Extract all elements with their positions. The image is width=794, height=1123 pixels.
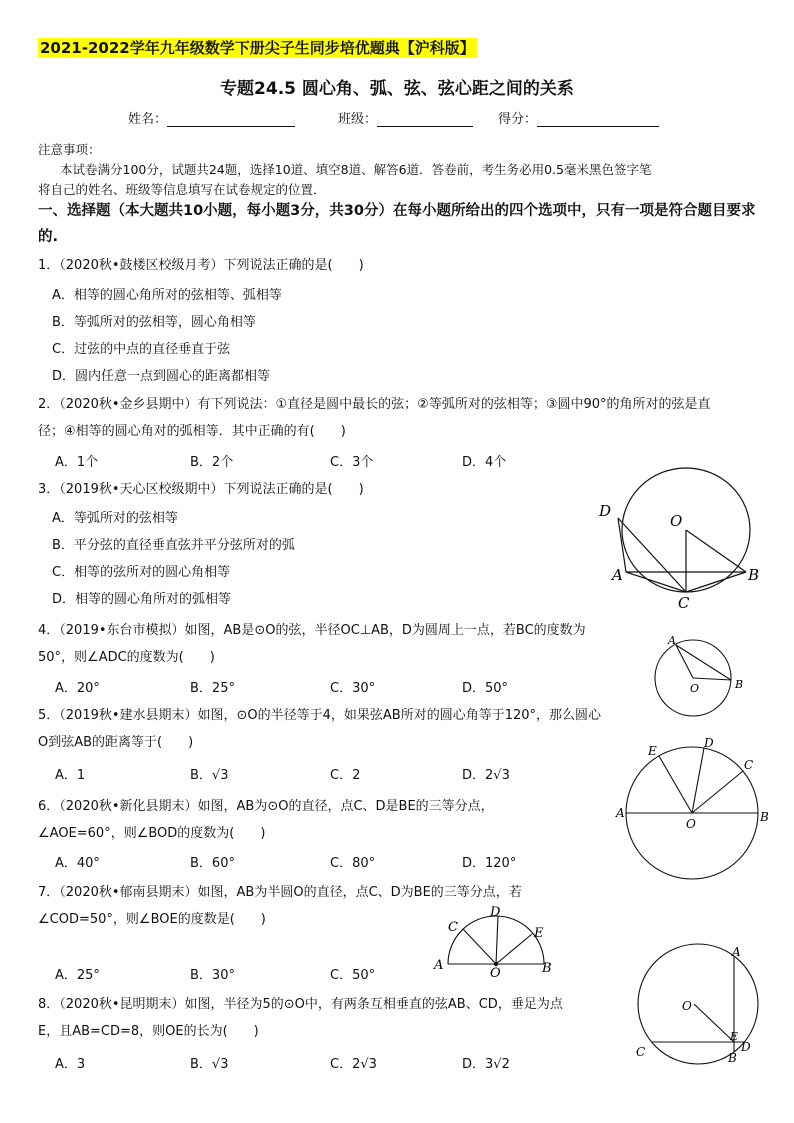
q5-option-d[interactable]: D．2√3 bbox=[462, 768, 510, 783]
figure-q3 bbox=[596, 460, 766, 620]
name-blank[interactable] bbox=[167, 112, 295, 127]
fig6-label-d: D bbox=[704, 736, 714, 750]
fig7-segment-od bbox=[496, 916, 498, 964]
question-2-stem-2: 径；④相等的圆心角对的弧相等．其中正确的有( ) bbox=[38, 424, 346, 439]
score-blank[interactable] bbox=[537, 112, 659, 127]
score-label: 得分： bbox=[498, 112, 538, 127]
q1-option-c[interactable]: C．过弦的中点的直径垂直于弦 bbox=[52, 342, 231, 357]
name-label: 姓名： bbox=[128, 112, 168, 127]
score-field bbox=[498, 108, 659, 127]
q6-option-d[interactable]: D．120° bbox=[462, 856, 517, 871]
section-heading-1: 一、选择题（本大题共10小题，每小题3分，共30分）在每小题所给出的四个选项中，只有一项是符合题目要求 bbox=[38, 203, 756, 219]
q2-option-c[interactable]: C．3个 bbox=[330, 455, 374, 470]
notes-line-1: 本试卷满分100分，试题共24题，选择10道、填空8道、解答6道．答卷前，考生务必用0.5毫米黑色签字笔 bbox=[60, 162, 652, 177]
name-field bbox=[128, 108, 295, 127]
notes-line-2: 将自己的姓名、班级等信息填写在试卷规定的位置． bbox=[38, 182, 326, 197]
q8-option-c[interactable]: C．2√3 bbox=[330, 1057, 377, 1072]
fig8-label-e: E bbox=[730, 1030, 739, 1043]
fig6-label-b: B bbox=[760, 810, 769, 824]
fig7-label-o: O bbox=[490, 966, 501, 978]
q2-option-a[interactable]: A．1个 bbox=[55, 455, 99, 470]
class-field bbox=[338, 108, 473, 127]
fig8-label-d: D bbox=[741, 1040, 751, 1054]
class-blank[interactable] bbox=[377, 112, 473, 127]
fig8-label-o: O bbox=[682, 999, 692, 1013]
question-8-stem-1: 8．（2020秋•昆明期末）如图，半径为5的⊙O中，有两条互相垂直的弦AB、CD，垂足为点 bbox=[38, 997, 563, 1012]
question-1-stem: 1．（2020秋•鼓楼区校级月考）下列说法正确的是( ) bbox=[38, 258, 364, 273]
q5-option-a[interactable]: A．1 bbox=[55, 768, 86, 783]
question-6-stem-2: ∠AOE=60°，则∠BOD的度数为( ) bbox=[38, 826, 266, 841]
fig4-label-o: O bbox=[690, 682, 700, 695]
fig3-label-a: A bbox=[612, 566, 623, 584]
fig6-label-c: C bbox=[744, 758, 754, 772]
fig7-label-e: E bbox=[534, 926, 544, 941]
fig8-label-c: C bbox=[636, 1045, 646, 1059]
fig7-segment-oe bbox=[496, 934, 532, 964]
q4-option-a[interactable]: A．20° bbox=[55, 681, 100, 696]
question-4-stem-2: 50°，则∠ADC的度数为( ) bbox=[38, 650, 215, 665]
fig7-label-b: B bbox=[542, 961, 552, 976]
fig7-segment-oc bbox=[463, 929, 496, 964]
question-5-stem-2: O到弦AB的距离等于( ) bbox=[38, 735, 194, 750]
fig4-label-b: B bbox=[735, 678, 744, 691]
figure-q6 bbox=[612, 735, 772, 885]
fig6-label-a: A bbox=[616, 806, 625, 820]
q1-option-d[interactable]: D．圆内任意一点到圆心的距离都相等 bbox=[52, 369, 271, 384]
q3-option-a[interactable]: A．等弧所对的弦相等 bbox=[52, 511, 178, 526]
fig3-label-d: D bbox=[599, 502, 612, 520]
question-8-stem-2: E，且AB=CD=8，则OE的长为( ) bbox=[38, 1024, 259, 1039]
fig3-label-b: B bbox=[748, 566, 760, 584]
fig3-segment-ob bbox=[686, 530, 746, 572]
fig8-circle bbox=[638, 944, 758, 1064]
question-3-stem: 3．（2019秋•天心区校级期中）下列说法正确的是( ) bbox=[38, 482, 364, 497]
q5-option-b[interactable]: B．√3 bbox=[190, 768, 229, 783]
fig3-segment-cb bbox=[686, 572, 746, 592]
q4-option-c[interactable]: C．30° bbox=[330, 681, 376, 696]
fig7-label-d: D bbox=[490, 906, 501, 920]
fig8-label-a: A bbox=[732, 945, 741, 959]
banner: 2021-2022学年九年级数学下册尖子生同步培优题典【沪科版】 bbox=[40, 39, 475, 57]
question-4-stem-1: 4．（2019•东台市模拟）如图，AB是⊙O的弦，半径OC⊥AB，D为圆周上一点，若BC的度数为 bbox=[38, 623, 586, 638]
fig7-label-c: C bbox=[448, 920, 458, 935]
q4-option-b[interactable]: B．25° bbox=[190, 681, 235, 696]
figure-q4 bbox=[648, 630, 758, 720]
q8-option-d[interactable]: D．3√2 bbox=[462, 1057, 510, 1072]
fig6-label-o: O bbox=[686, 817, 696, 831]
fig6-segment-od bbox=[692, 748, 704, 813]
fig4-segment-ab bbox=[676, 645, 731, 680]
page-title: 专题24.5 圆心角、弧、弦、弦心距之间的关系 bbox=[220, 79, 574, 99]
q1-option-b[interactable]: B．等弧所对的弦相等，圆心角相等 bbox=[52, 315, 256, 330]
q7-option-a[interactable]: A．25° bbox=[55, 968, 100, 983]
fig7-label-a: A bbox=[434, 958, 444, 973]
figure-q7 bbox=[428, 906, 568, 978]
fig6-segment-oe bbox=[659, 756, 692, 813]
question-6-stem-1: 6．（2020秋•新化县期末）如图，AB为⊙O的直径，点C、D是BE的三等分点， bbox=[38, 799, 494, 814]
q8-option-a[interactable]: A．3 bbox=[55, 1057, 86, 1072]
q7-option-c[interactable]: C．50° bbox=[330, 968, 376, 983]
q2-option-b[interactable]: B．2个 bbox=[190, 455, 234, 470]
fig8-label-b: B bbox=[728, 1051, 737, 1065]
question-7-stem-1: 7．（2020秋•郁南县期末）如图，AB为半圆O的直径，点C、D为BE的三等分点，若 bbox=[38, 885, 522, 900]
figure-q8 bbox=[622, 938, 772, 1068]
fig4-segment-ob bbox=[693, 678, 731, 680]
fig3-label-c: C bbox=[678, 594, 690, 612]
section-heading-2: 的. bbox=[38, 229, 59, 245]
fig8-segment-oe bbox=[694, 1004, 734, 1042]
q7-option-b[interactable]: B．30° bbox=[190, 968, 235, 983]
question-5-stem-1: 5．（2019秋•建水县期末）如图，⊙O的半径等于4，如果弦AB所对的圆心角等于120°，那么圆心 bbox=[38, 708, 602, 723]
q6-option-a[interactable]: A．40° bbox=[55, 856, 100, 871]
class-label: 班级： bbox=[338, 112, 378, 127]
question-7-stem-2: ∠COD=50°，则∠BOE的度数是( ) bbox=[38, 912, 266, 927]
q2-option-d[interactable]: D．4个 bbox=[462, 455, 507, 470]
q6-option-c[interactable]: C．80° bbox=[330, 856, 376, 871]
fig6-segment-oc bbox=[692, 771, 743, 813]
q3-option-d[interactable]: D．相等的圆心角所对的弧相等 bbox=[52, 592, 232, 607]
fig4-label-a: A bbox=[668, 634, 676, 647]
q3-option-c[interactable]: C．相等的弦所对的圆心角相等 bbox=[52, 565, 231, 580]
q4-option-d[interactable]: D．50° bbox=[462, 681, 509, 696]
q3-option-b[interactable]: B．平分弦的直径垂直弦并平分弦所对的弧 bbox=[52, 538, 295, 553]
q1-option-a[interactable]: A．相等的圆心角所对的弦相等、弧相等 bbox=[52, 288, 282, 303]
q8-option-b[interactable]: B．√3 bbox=[190, 1057, 229, 1072]
fig6-label-e: E bbox=[648, 744, 657, 758]
notes-heading: 注意事项： bbox=[38, 142, 101, 157]
q6-option-b[interactable]: B．60° bbox=[190, 856, 235, 871]
fig3-label-o: O bbox=[670, 512, 683, 530]
q5-option-c[interactable]: C．2 bbox=[330, 768, 361, 783]
question-2-stem-1: 2．（2020秋•金乡县期中）有下列说法：①直径是圆中最长的弦；②等弧所对的弦相等；③圆中90°的角所对的弦是直 bbox=[38, 397, 711, 412]
